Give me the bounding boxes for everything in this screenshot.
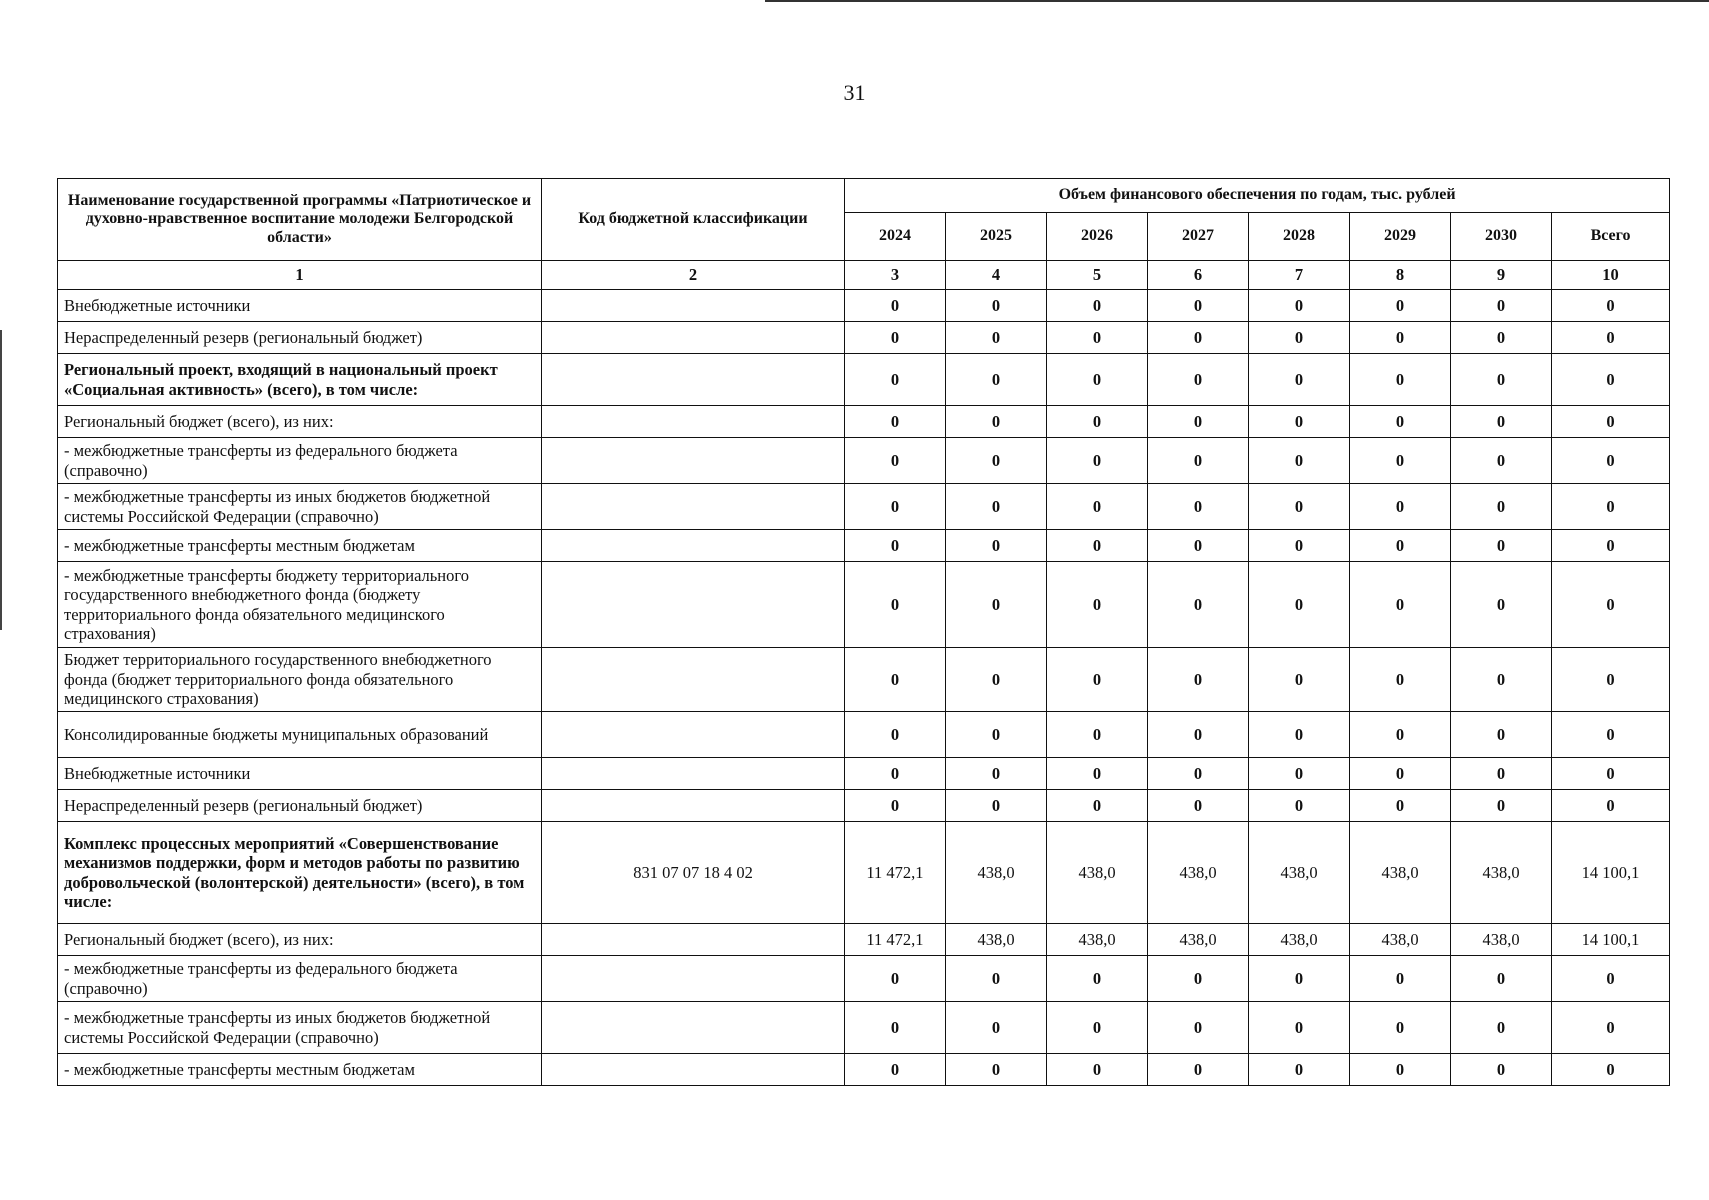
page-number: 31	[843, 80, 866, 105]
row-value: 0	[1350, 758, 1451, 790]
row-value: 0	[1047, 322, 1148, 354]
row-value: 0	[1451, 438, 1552, 484]
column-number: 2	[542, 261, 845, 290]
row-name: Региональный бюджет (всего), из них:	[58, 924, 542, 956]
row-value: 0	[1350, 290, 1451, 322]
row-code	[542, 290, 845, 322]
row-value: 0	[1148, 758, 1249, 790]
row-name: - межбюджетные трансферты из иных бюджетов бюджетной системы Российской Федерации (справочно)	[58, 484, 542, 530]
row-value: 0	[1249, 648, 1350, 712]
column-number: 6	[1148, 261, 1249, 290]
header-year: 2026	[1047, 213, 1148, 261]
row-value: 0	[1350, 322, 1451, 354]
header-year: 2025	[946, 213, 1047, 261]
header-total: Всего	[1552, 213, 1670, 261]
row-value: 0	[1148, 648, 1249, 712]
row-value: 0	[1451, 1054, 1552, 1086]
row-code	[542, 956, 845, 1002]
row-value: 0	[946, 562, 1047, 648]
scan-edge-left	[0, 330, 2, 630]
table-row	[58, 648, 1670, 712]
table-row	[58, 1054, 1670, 1086]
table-row	[58, 438, 1670, 484]
row-value: 438,0	[1249, 924, 1350, 956]
row-total: 0	[1552, 712, 1670, 758]
row-value: 0	[1148, 438, 1249, 484]
row-value: 0	[1451, 712, 1552, 758]
row-name: - межбюджетные трансферты бюджету территориального государственного внебюджетного фонда (бюджету территориального фонда обязательного медицинского страхования)	[58, 562, 542, 648]
column-number: 10	[1552, 261, 1670, 290]
row-value: 0	[946, 712, 1047, 758]
row-name: - межбюджетные трансферты местным бюджетам	[58, 1054, 542, 1086]
row-value: 0	[1047, 562, 1148, 648]
row-name: Региональный проект, входящий в национальный проект «Социальная активность» (всего), в том числе:	[58, 354, 542, 406]
row-value: 0	[946, 322, 1047, 354]
row-value: 0	[845, 322, 946, 354]
row-value: 0	[1148, 406, 1249, 438]
row-value: 0	[845, 484, 946, 530]
row-value: 438,0	[1249, 822, 1350, 924]
row-value: 0	[1350, 438, 1451, 484]
row-value: 0	[1249, 406, 1350, 438]
row-value: 0	[946, 354, 1047, 406]
row-value: 0	[845, 1002, 946, 1054]
row-code	[542, 1054, 845, 1086]
row-name: - межбюджетные трансферты местным бюджетам	[58, 530, 542, 562]
row-value: 0	[845, 290, 946, 322]
row-value: 0	[1249, 1002, 1350, 1054]
table-row	[58, 562, 1670, 648]
row-code	[542, 354, 845, 406]
row-value: 0	[845, 354, 946, 406]
row-code	[542, 562, 845, 648]
column-number: 5	[1047, 261, 1148, 290]
row-code	[542, 322, 845, 354]
row-code: 831 07 07 18 4 02	[542, 822, 845, 924]
table-row	[58, 790, 1670, 822]
row-name: Нераспределенный резерв (региональный бюджет)	[58, 790, 542, 822]
table-row	[58, 290, 1670, 322]
row-value: 0	[1249, 438, 1350, 484]
row-value: 0	[1047, 790, 1148, 822]
column-number: 7	[1249, 261, 1350, 290]
row-value: 438,0	[1350, 822, 1451, 924]
row-value: 0	[1047, 1054, 1148, 1086]
row-name: - межбюджетные трансферты из федерального бюджета (справочно)	[58, 956, 542, 1002]
row-value: 0	[1249, 354, 1350, 406]
row-value: 438,0	[1451, 924, 1552, 956]
table-row	[58, 530, 1670, 562]
row-value: 0	[1047, 712, 1148, 758]
row-total: 0	[1552, 530, 1670, 562]
row-value: 11 472,1	[845, 924, 946, 956]
row-name: - межбюджетные трансферты из иных бюджетов бюджетной системы Российской Федерации (справочно)	[58, 1002, 542, 1054]
row-value: 0	[1451, 790, 1552, 822]
row-value: 0	[946, 648, 1047, 712]
row-name: Нераспределенный резерв (региональный бюджет)	[58, 322, 542, 354]
row-total: 0	[1552, 1054, 1670, 1086]
row-code	[542, 438, 845, 484]
row-value: 0	[1451, 1002, 1552, 1054]
row-total: 0	[1552, 406, 1670, 438]
header-year: 2024	[845, 213, 946, 261]
row-value: 0	[1148, 290, 1249, 322]
row-value: 0	[1350, 648, 1451, 712]
row-code	[542, 406, 845, 438]
row-value: 0	[1148, 530, 1249, 562]
header-year: 2030	[1451, 213, 1552, 261]
row-value: 0	[1249, 1054, 1350, 1086]
row-value: 0	[845, 712, 946, 758]
row-value: 0	[1350, 956, 1451, 1002]
row-name: Бюджет территориального государственного внебюджетного фонда (бюджет территориального фонда обязательного медицинского страхования)	[58, 648, 542, 712]
row-value: 0	[845, 406, 946, 438]
row-value: 0	[1451, 290, 1552, 322]
row-value: 438,0	[1047, 822, 1148, 924]
row-value: 0	[1451, 484, 1552, 530]
table-row	[58, 354, 1670, 406]
row-value: 0	[946, 1054, 1047, 1086]
header-volume: Объем финансового обеспечения по годам, тыс. рублей	[845, 179, 1670, 213]
row-value: 0	[1451, 354, 1552, 406]
row-code	[542, 712, 845, 758]
header-year: 2027	[1148, 213, 1249, 261]
row-value: 0	[1249, 484, 1350, 530]
row-name: Региональный бюджет (всего), из них:	[58, 406, 542, 438]
table-row	[58, 322, 1670, 354]
column-number: 4	[946, 261, 1047, 290]
column-number-row	[58, 261, 1670, 290]
row-value: 438,0	[1148, 822, 1249, 924]
row-value: 0	[1350, 712, 1451, 758]
table-row	[58, 758, 1670, 790]
row-value: 0	[946, 438, 1047, 484]
row-value: 0	[1249, 290, 1350, 322]
table-row	[58, 406, 1670, 438]
table-row	[58, 484, 1670, 530]
row-value: 0	[1148, 956, 1249, 1002]
row-value: 0	[1350, 530, 1451, 562]
row-value: 0	[1249, 562, 1350, 648]
scan-edge-top	[765, 0, 1709, 2]
row-value: 0	[1148, 354, 1249, 406]
row-value: 0	[1047, 484, 1148, 530]
row-total: 0	[1552, 758, 1670, 790]
row-value: 0	[946, 1002, 1047, 1054]
row-value: 0	[1047, 530, 1148, 562]
row-value: 0	[1350, 354, 1451, 406]
row-value: 0	[1148, 790, 1249, 822]
row-value: 0	[946, 290, 1047, 322]
row-value: 0	[1148, 1054, 1249, 1086]
row-value: 438,0	[946, 822, 1047, 924]
row-code	[542, 1002, 845, 1054]
row-value: 0	[1451, 530, 1552, 562]
budget-table	[57, 178, 1670, 1086]
row-value: 0	[1249, 712, 1350, 758]
row-code	[542, 648, 845, 712]
row-value: 0	[1249, 758, 1350, 790]
row-value: 0	[1451, 562, 1552, 648]
row-value: 0	[1047, 406, 1148, 438]
row-value: 0	[1047, 354, 1148, 406]
row-value: 0	[845, 1054, 946, 1086]
row-value: 438,0	[1451, 822, 1552, 924]
header-year: 2028	[1249, 213, 1350, 261]
row-value: 0	[1350, 562, 1451, 648]
row-total: 14 100,1	[1552, 924, 1670, 956]
row-value: 0	[1148, 562, 1249, 648]
row-total: 0	[1552, 956, 1670, 1002]
row-value: 0	[1047, 290, 1148, 322]
row-total: 14 100,1	[1552, 822, 1670, 924]
column-number: 1	[58, 261, 542, 290]
row-value: 0	[1350, 1054, 1451, 1086]
row-value: 0	[1350, 790, 1451, 822]
table-row	[58, 822, 1670, 924]
row-total: 0	[1552, 322, 1670, 354]
row-value: 0	[1047, 438, 1148, 484]
row-value: 0	[1249, 530, 1350, 562]
row-value: 0	[1350, 1002, 1451, 1054]
row-value: 0	[1451, 322, 1552, 354]
row-total: 0	[1552, 1002, 1670, 1054]
row-total: 0	[1552, 648, 1670, 712]
row-code	[542, 790, 845, 822]
row-value: 438,0	[1047, 924, 1148, 956]
row-code	[542, 530, 845, 562]
row-value: 0	[1148, 484, 1249, 530]
row-code	[542, 924, 845, 956]
row-name: Внебюджетные источники	[58, 290, 542, 322]
row-value: 0	[1249, 322, 1350, 354]
table-row	[58, 956, 1670, 1002]
row-value: 11 472,1	[845, 822, 946, 924]
row-value: 0	[946, 956, 1047, 1002]
row-value: 438,0	[1148, 924, 1249, 956]
row-total: 0	[1552, 790, 1670, 822]
row-value: 0	[845, 562, 946, 648]
column-number: 8	[1350, 261, 1451, 290]
row-value: 0	[845, 790, 946, 822]
row-name: - межбюджетные трансферты из федерального бюджета (справочно)	[58, 438, 542, 484]
row-value: 0	[845, 438, 946, 484]
row-name: Консолидированные бюджеты муниципальных образований	[58, 712, 542, 758]
row-total: 0	[1552, 290, 1670, 322]
row-value: 0	[1249, 956, 1350, 1002]
row-value: 0	[845, 530, 946, 562]
row-total: 0	[1552, 354, 1670, 406]
row-value: 0	[845, 648, 946, 712]
table-row	[58, 1002, 1670, 1054]
row-total: 0	[1552, 562, 1670, 648]
row-value: 0	[946, 790, 1047, 822]
row-value: 0	[1148, 712, 1249, 758]
header-code: Код бюджетной классификации	[542, 179, 845, 261]
row-value: 0	[1451, 956, 1552, 1002]
row-value: 0	[1148, 1002, 1249, 1054]
header-program-name: Наименование государственной программы «Патриотическое и духовно-нравственное воспитание молодежи Белгородской области»	[58, 179, 542, 261]
row-value: 0	[1249, 790, 1350, 822]
row-value: 0	[845, 758, 946, 790]
header-year: 2029	[1350, 213, 1451, 261]
row-value: 0	[946, 484, 1047, 530]
row-value: 0	[1047, 648, 1148, 712]
row-value: 0	[946, 758, 1047, 790]
row-value: 0	[1047, 1002, 1148, 1054]
row-value: 438,0	[946, 924, 1047, 956]
table-row	[58, 924, 1670, 956]
row-value: 0	[1451, 406, 1552, 438]
column-number: 9	[1451, 261, 1552, 290]
row-value: 0	[946, 530, 1047, 562]
row-value: 0	[1047, 758, 1148, 790]
row-code	[542, 758, 845, 790]
row-value: 438,0	[1350, 924, 1451, 956]
row-total: 0	[1552, 484, 1670, 530]
row-value: 0	[1148, 322, 1249, 354]
row-name: Комплекс процессных мероприятий «Совершенствование механизмов поддержки, форм и методов работы по развитию добровольческой (волонтерской) деятельности» (всего), в том числе:	[58, 822, 542, 924]
table-row	[58, 712, 1670, 758]
row-name: Внебюджетные источники	[58, 758, 542, 790]
column-number: 3	[845, 261, 946, 290]
row-value: 0	[1047, 956, 1148, 1002]
row-value: 0	[946, 406, 1047, 438]
row-value: 0	[1350, 484, 1451, 530]
row-code	[542, 484, 845, 530]
row-value: 0	[1451, 648, 1552, 712]
row-value: 0	[1451, 758, 1552, 790]
row-value: 0	[845, 956, 946, 1002]
row-total: 0	[1552, 438, 1670, 484]
row-value: 0	[1350, 406, 1451, 438]
